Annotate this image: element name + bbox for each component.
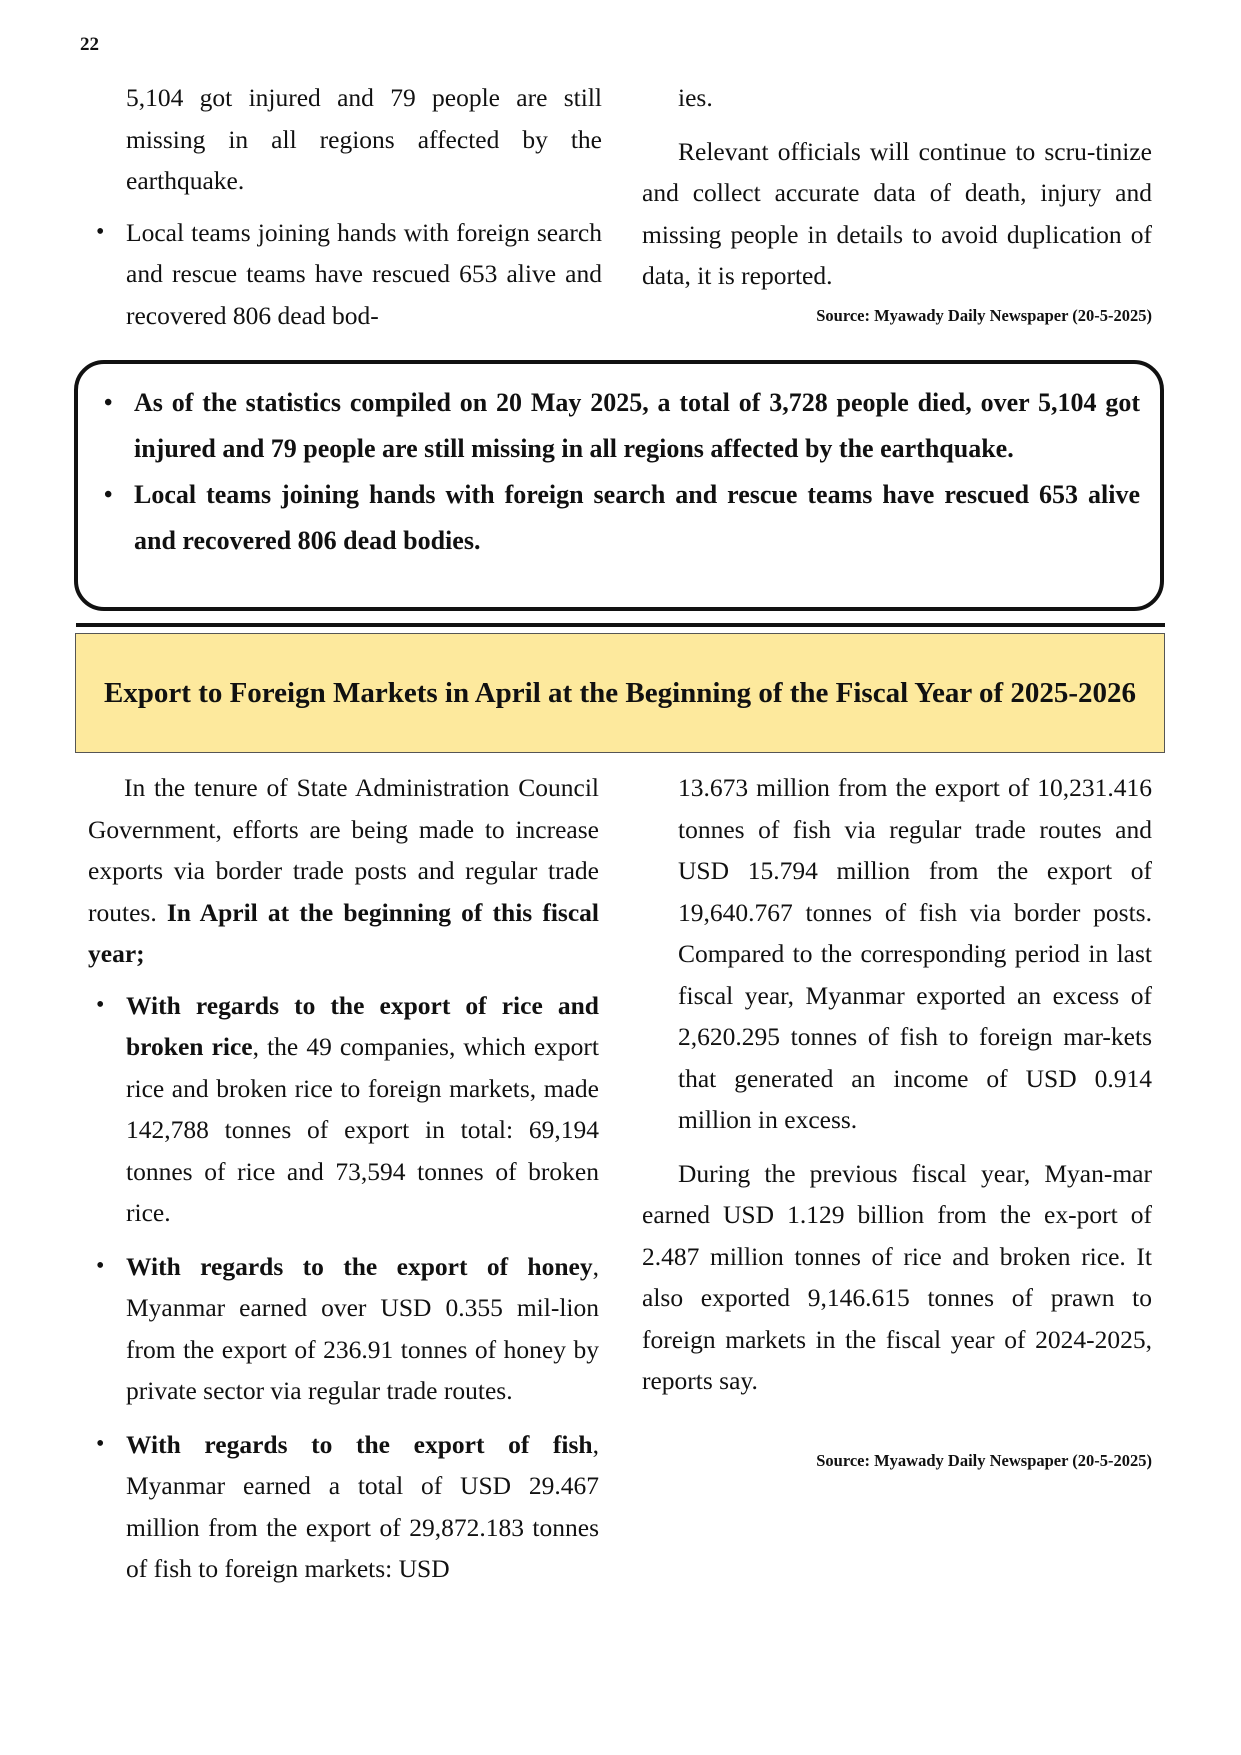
summary-box — [74, 360, 1164, 611]
fish-continued-paragraph: 13.673 million from the export of 10,231.416 tonnes of fish via regular trade routes and USD 15.794 million from the export of 19,640.767 tonnes of fish via border posts. Compared to the corresponding period in last fiscal year, Myanmar exported an excess of 2,620.295 tonnes of fish to foreign mar-kets that generated an income of USD 0.914 million in excess. — [678, 773, 1152, 1134]
continued-bullet-text: 5,104 got injured and 79 people are still missing in all regions affected by the earthquake. — [126, 83, 602, 195]
article-headline — [75, 633, 1165, 753]
intro-paragraph — [88, 767, 599, 975]
article-left-column — [88, 767, 599, 1590]
page-number: 22 — [80, 34, 99, 55]
previous-year-paragraph: During the previous fiscal year, Myan-mar earned USD 1.129 billion from the ex-port of 2.487 million tonnes of rice and broken rice. It also exported 9,146.615 tonnes of prawn to foreign markets in the fiscal year of 2024-2025, reports say. — [642, 1158, 1152, 1395]
bullet-rescue: • Local teams joining hands with foreign search and rescue teams have rescued 653 alive and recovered 806 dead bod- — [88, 212, 602, 337]
intro-text: In the tenure of State Administration Council Government, efforts are being made to increase exports via border trade posts and regular trade routes. — [88, 773, 599, 927]
headline-text: Export to Foreign Markets in April at the Beginning of the Fiscal Year of 2025-2026 — [103, 676, 1137, 709]
source-credit-top: Source: Myawady Daily Newspaper (20-5-2025) — [816, 305, 1152, 325]
source-credit-bottom: Source: Myawady Daily Newspaper (20-5-2025) — [816, 1450, 1152, 1470]
article-right-column — [642, 767, 1152, 1472]
bullet-fish — [88, 1424, 599, 1590]
continued-word: ies. — [678, 83, 713, 112]
export-bullets — [88, 985, 599, 1590]
top-right-column — [642, 77, 1152, 327]
intro-bold-text: In April at the beginning of this fiscal year; — [88, 897, 599, 968]
honey-text: , Myanmar earned over USD 0.355 mil-lion from the export of 236.91 tonnes of honey by private sector via regular trade routes. — [126, 1251, 599, 1405]
honey-heading: With regards to the export of honey — [126, 1251, 593, 1281]
officials-paragraph: Relevant officials will continue to scru-tinize and collect accurate data of death, injury and missing people in details to avoid duplication of data, it is reported. — [642, 136, 1152, 290]
summary-item-casualties: • As of the statistics compiled on 20 May 2025, a total of 3,728 people died, over 5,104 got injured and 79 people are still missing in all regions affected by the earthquake. — [94, 380, 1140, 472]
rice-heading: With regards to the export of rice and broken rice — [126, 990, 599, 1061]
section-divider — [76, 623, 1165, 627]
bullet-rice — [88, 985, 599, 1234]
top-left-column — [126, 77, 602, 336]
rice-text: , the 49 companies, which export rice and broken rice to foreign markets, made 142,788 tonnes of export in total: 69,194 tonnes of rice and 73,594 tonnes of broken rice. — [126, 1032, 599, 1227]
fish-text: , Myanmar earned a total of USD 29.467 million from the export of 29,872.183 tonnes of fish to foreign markets: USD — [126, 1429, 599, 1583]
summary-item-rescue: • Local teams joining hands with foreign search and rescue teams have rescued 653 alive and recovered 806 dead bodies. — [94, 472, 1140, 564]
top-left-bullets — [88, 212, 602, 337]
bullet-honey — [88, 1246, 599, 1412]
summary-list — [94, 380, 1140, 564]
fish-heading: With regards to the export of fish — [126, 1429, 593, 1459]
